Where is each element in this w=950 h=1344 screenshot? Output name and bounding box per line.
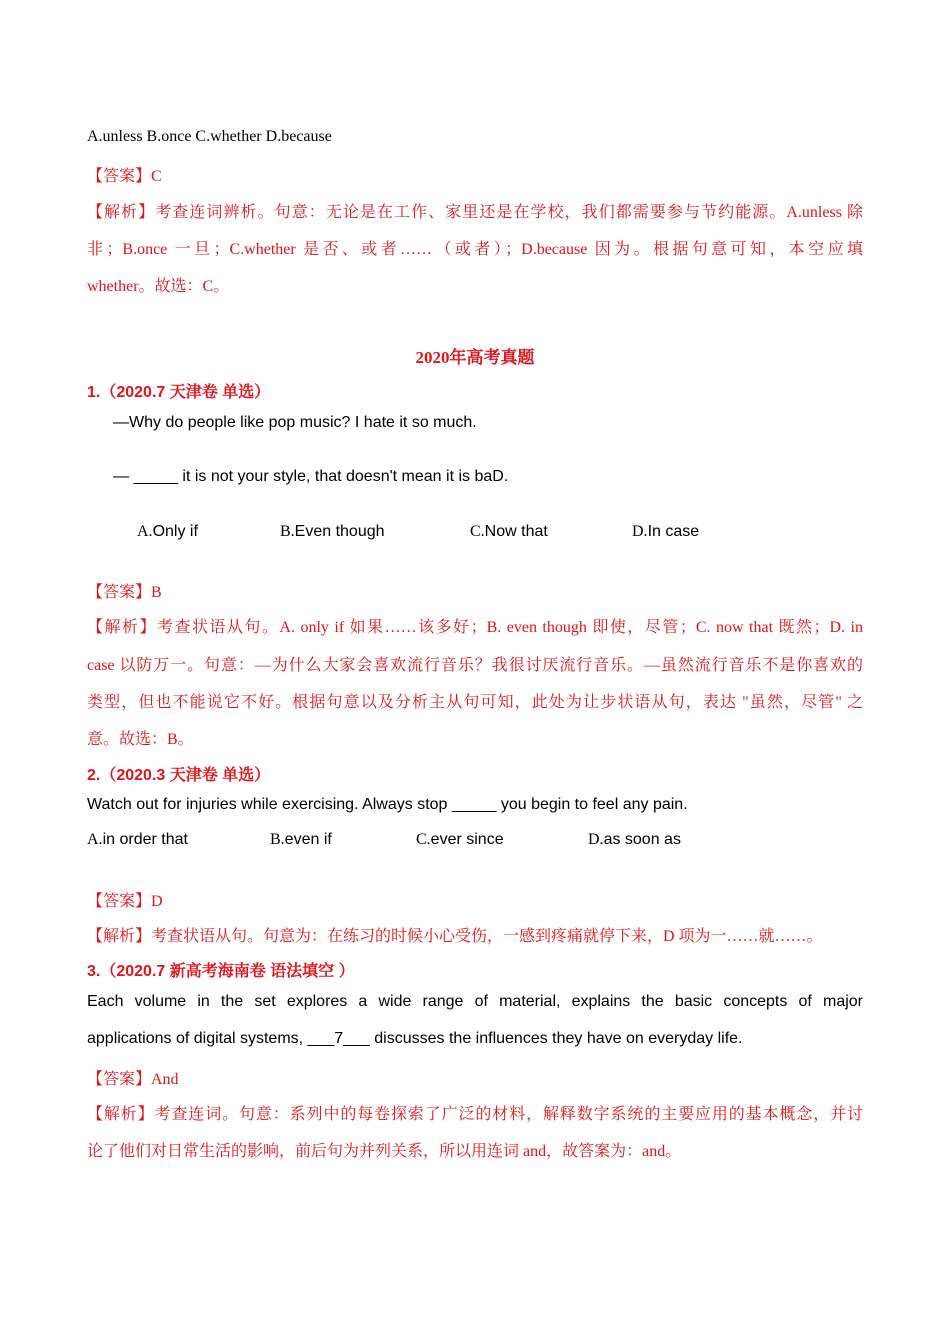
q3-line2: applications of digital systems, ___7___ discusses the influences they have on everyday life. <box>87 1030 743 1047</box>
q2-option-a <box>87 831 188 849</box>
prev-question-analysis-line1: 【解析】考查连词辨析。句意：无论是在工作、家里还是在学校，我们都需要参与节约能源。A.unless 除 <box>87 204 863 221</box>
q1-option-d-text: In case <box>647 523 700 540</box>
q1-option-c <box>470 523 548 541</box>
q2-analysis-line1: 【解析】考查状语从句。句意为：在练习的时候小心受伤，一感到疼痛就停下来，D 项为一……就……。 <box>87 928 823 945</box>
prev-question-analysis-line2: 非；B.once 一旦；C.whether 是否、或者……（或者）；D.because 因为。根据句意可知，本空应填 <box>87 241 863 258</box>
q1-option-b-letter: B. <box>280 523 295 540</box>
q1-option-d-letter: D. <box>632 523 648 540</box>
prev-question-answer: 【答案】C <box>87 168 162 185</box>
q3-line1: Each volume in the set explores a wide range of material, explains the basic concepts of major <box>87 993 863 1010</box>
q1-answer: 【答案】B <box>87 584 162 601</box>
q2-line1: Watch out for injuries while exercising. Always stop _____ you begin to feel any pain. <box>87 796 688 813</box>
q1-analysis-line2: case 以防万一。句意：—为什么大家会喜欢流行音乐？我很讨厌流行音乐。—虽然流行音乐不是你喜欢的 <box>87 657 863 674</box>
q2-option-b-letter: B. <box>270 831 285 848</box>
prev-question-options: A.unless B.once C.whether D.because <box>87 128 332 145</box>
q2-header: 2.（2020.3 天津卷 单选） <box>87 767 271 784</box>
q1-option-b-text: Even though <box>294 523 385 540</box>
q2-option-b <box>270 831 332 849</box>
q1-option-c-text: Now that <box>484 523 548 540</box>
q1-analysis-line3: 类型，但也不能说它不好。根据句意以及分析主从句可知，此处为让步状语从句，表达 "虽然，尽管" 之 <box>87 694 863 711</box>
q2-option-b-text: even if <box>284 831 332 848</box>
q2-option-c <box>416 831 504 849</box>
q2-option-d-text: as soon as <box>603 831 681 848</box>
q3-analysis-line1: 【解析】考查连词。句意：系列中的每卷探索了广泛的材料，解释数字系统的主要应用的基本概念，并讨 <box>87 1106 863 1123</box>
q1-option-d <box>632 523 699 541</box>
q1-line2: — _____ it is not your style, that doesn't mean it is baD. <box>113 468 509 485</box>
section-title: 2020年高考真题 <box>415 348 535 367</box>
q2-option-d-letter: D. <box>588 831 604 848</box>
q3-header: 3.（2020.7 新高考海南卷 语法填空 ） <box>87 963 355 980</box>
q1-option-c-letter: C. <box>470 523 485 540</box>
q1-option-a-text: Only if <box>152 523 198 540</box>
q2-option-c-text: ever since <box>430 831 504 848</box>
q3-answer: 【答案】And <box>87 1071 179 1088</box>
q2-option-d <box>588 831 681 849</box>
q2-answer: 【答案】D <box>87 893 163 910</box>
q1-option-a-letter: A. <box>137 523 153 540</box>
q1-option-a <box>137 523 198 541</box>
q2-option-c-letter: C. <box>416 831 431 848</box>
q1-option-b <box>280 523 385 541</box>
q1-analysis-line1: 【解析】考查状语从句。A. only if 如果……该多好；B. even though 即使，尽管；C. now that 既然；D. in <box>87 619 863 636</box>
q1-line1: —Why do people like pop music? I hate it so much. <box>113 414 477 431</box>
q1-analysis-line4: 意。故选：B。 <box>87 731 194 748</box>
q1-header: 1.（2020.7 天津卷 单选） <box>87 384 271 401</box>
q2-option-a-letter: A. <box>87 831 103 848</box>
q3-analysis-line2: 论了他们对日常生活的影响，前后句为并列关系，所以用连词 and，故答案为：and。 <box>87 1143 682 1160</box>
q2-option-a-text: in order that <box>102 831 188 848</box>
prev-question-analysis-line3: whether。故选：C。 <box>87 278 230 295</box>
